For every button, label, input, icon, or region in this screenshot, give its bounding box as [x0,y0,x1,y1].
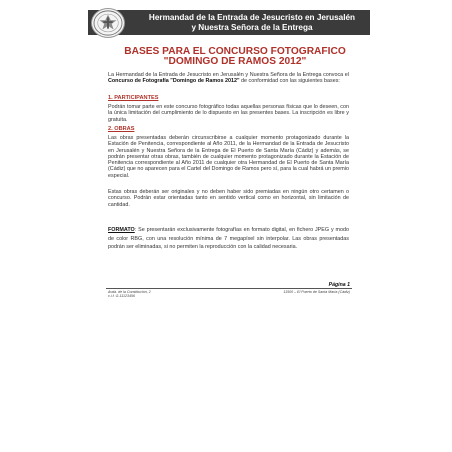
intro-paragraph [108,72,349,85]
document-subtitle: "DOMINGO DE RAMOS 2012" [163,56,307,67]
brotherhood-seal-icon [91,8,125,38]
header-title-line2: y Nuestra Señora de la Entrega [191,23,313,32]
footer-address-line2: c.i.f. G-11123456 [108,294,136,299]
document-title: BASES PARA EL CONCURSO FOTOGRAFICO [124,46,346,57]
formato-paragraph [108,226,349,252]
formato-label: FORMATO [108,227,135,233]
section-obras-paragraph-2: Estas obras deberán ser originales y no deben haber sido premiadas en ningún otro certamen o concurso. Podrán estar orientadas tanto en sentido vertical como en horizontal, sin limitación de cantidad. [108,189,349,208]
footer-divider [106,288,352,289]
page-number: Página 1 [328,282,350,288]
section-obras-heading: 2. OBRAS [108,126,135,132]
intro-text-a: La Hermandad de la Entrada de Jesucristo en Jerusalén y Nuestra Señora de la Entrega convoca el [108,72,349,78]
footer-city: 11500 – El Puerto de Santa María (Cádiz) [283,290,350,294]
section-participantes-text: Podrán tomar parte en este concurso fotográfico todas aquellas personas físicas que lo deseen, con la única limitación del cumplimiento de lo dispuesto en las presentes bases. La inscripción es libre y gratuita. [108,104,349,123]
section-participantes-heading: 1. PARTICIPANTES [108,95,159,101]
footer-address-line1: Avda. de la Constitución, 2 [108,290,151,294]
footer-address [108,290,218,299]
formato-text: : Se presentarán exclusivamente fotografías en formato digital, en fichero JPEG y modo de color RBG, con una resolución mínima de 7 megapíxel sin interpolar. Las obras presentadas podrán ser eliminadas, si no permiten la reproducción con la calidad necesaria. [108,227,349,251]
intro-contest-name: Concurso de Fotografía "Domingo de Ramos 2012" [108,78,240,85]
intro-text-b: de conformidad con las siguientes bases: [239,78,340,85]
section-obras-paragraph-1: Las obras presentadas deberán circunscribirse a cualquier momento protagonizado durante la Estación de Penitencia, correspondiente al Año 2011, de la Hermandad de la Entrada de Jesucristo en Jerusalén y Nuestra Señora de la Entrega de El Puerto de Santa María (Cádiz) y además, se podrán presentar otras obras, también de cualquier momento protagonizado durante la Estación de Penitencia correspondiente al Año 2011 de cualquier otra Hermandad de El Puerto de Santa María (Cádiz) que no aparecen para el Cartel del Domingo de Ramos pero sí, para la cual habrá un premio especial. [108,135,349,179]
header-title-line1: Hermandad de la Entrada de Jesucristo en Jerusalén [148,13,356,22]
